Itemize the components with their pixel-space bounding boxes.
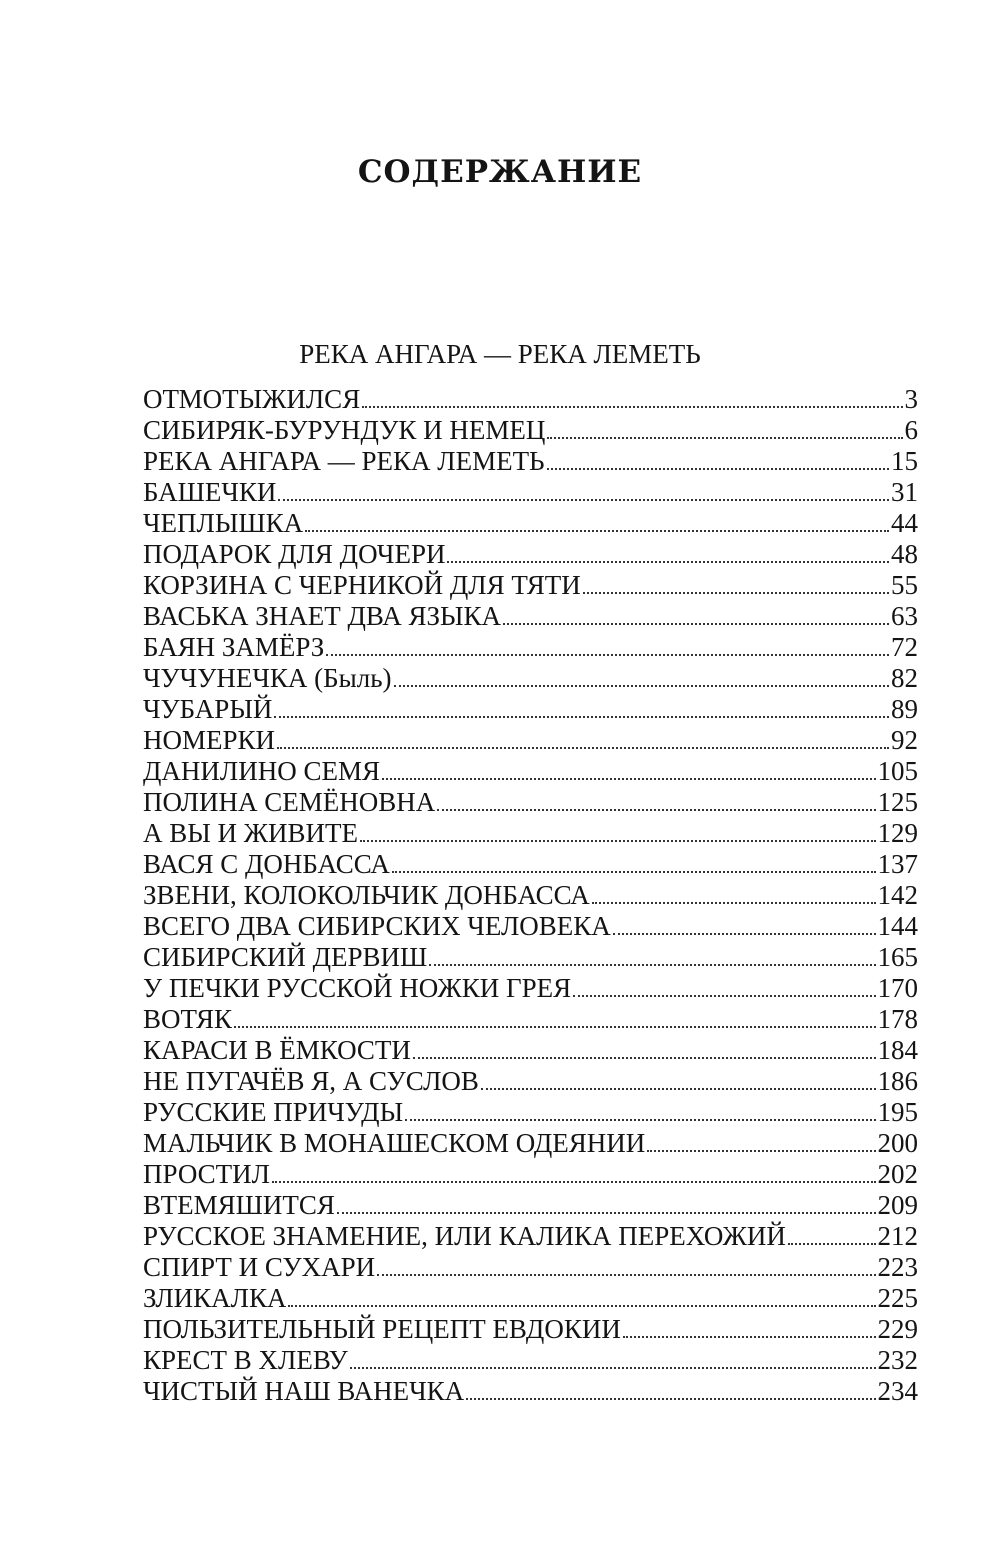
toc-entry-title: КОРЗИНА С ЧЕРНИКОЙ ДЛЯ ТЯТИ (143, 570, 581, 600)
toc-entry (143, 1314, 918, 1345)
toc-dot-leader (623, 1336, 876, 1338)
toc-entry-page-number: 209 (877, 1190, 918, 1220)
toc-entry-title: НЕ ПУГАЧЁВ Я, А СУСЛОВ (143, 1066, 479, 1096)
toc-entry-page-number: 82 (891, 663, 918, 693)
toc-entry-page-number: 144 (877, 911, 918, 941)
toc-entry-title: РУССКОЕ ЗНАМЕНИЕ, ИЛИ КАЛИКА ПЕРЕХОЖИЙ (143, 1221, 786, 1251)
toc-dot-leader (288, 1305, 875, 1307)
toc-entry (143, 973, 918, 1004)
toc-entry-title: РУССКИЕ ПРИЧУДЫ (143, 1097, 404, 1127)
toc-entry-title: ЧЕПЛЫШКА (143, 508, 304, 538)
toc-dot-leader (481, 1088, 876, 1090)
toc-entry (143, 477, 918, 508)
toc-entry-title: ДАНИЛИНО СЕМЯ (143, 756, 380, 786)
toc-dot-leader (394, 685, 889, 687)
toc-entry (143, 1035, 918, 1066)
toc-dot-leader (413, 1057, 876, 1059)
toc-entry-page-number: 55 (891, 570, 918, 600)
toc-entry (143, 1128, 918, 1159)
toc-entry (143, 415, 918, 446)
toc-entry-page-number: 137 (877, 849, 918, 879)
toc-entry (143, 508, 918, 539)
toc-entry-title: НОМЕРКИ (143, 725, 276, 755)
toc-entry (143, 384, 918, 415)
toc-entry-page-number: 234 (877, 1376, 918, 1406)
toc-entry-page-number: 229 (877, 1314, 918, 1344)
toc-entry-title: ЧУЧУНЕЧКА (Быль) (143, 663, 392, 693)
toc-entry-title: ПОЛЬЗИТЕЛЬНЫЙ РЕЦЕПТ ЕВДОКИИ (143, 1314, 621, 1344)
toc-entry (143, 880, 918, 911)
toc-entry-page-number: 225 (877, 1283, 918, 1313)
toc-dot-leader (350, 1367, 876, 1369)
toc-dot-leader (583, 592, 889, 594)
toc-dot-leader (377, 1274, 875, 1276)
toc-dot-leader (382, 778, 876, 780)
toc-entry-title: У ПЕЧКИ РУССКОЙ НОЖКИ ГРЕЯ (143, 973, 572, 1003)
toc-entry (143, 694, 918, 725)
toc-dot-leader (326, 654, 889, 656)
toc-entry-title: СПИРТ И СУХАРИ (143, 1252, 376, 1282)
toc-entry-title: А ВЫ И ЖИВИТЕ (143, 818, 358, 848)
toc-dot-leader (592, 902, 876, 904)
toc-entry-title: ПОЛИНА СЕМЁНОВНА (143, 787, 436, 817)
toc-entry-title: ЧУБАРЫЙ (143, 694, 273, 724)
toc-dot-leader (278, 499, 889, 501)
toc-entry-title: ВАСЯ С ДОНБАССА (143, 849, 390, 879)
toc-entry (143, 1283, 918, 1314)
toc-dot-leader (360, 840, 876, 842)
toc-entry (143, 1159, 918, 1190)
toc-dot-leader (503, 623, 889, 625)
table-of-contents (143, 384, 918, 1407)
toc-entry-title: КРЕСТ В ХЛЕВУ (143, 1345, 348, 1375)
toc-entry (143, 818, 918, 849)
toc-entry-title: ВТЕМЯШИТСЯ (143, 1190, 335, 1220)
toc-dot-leader (234, 1026, 876, 1028)
toc-entry (143, 632, 918, 663)
toc-entry-title: ВСЕГО ДВА СИБИРСКИХ ЧЕЛОВЕКА (143, 911, 611, 941)
toc-entry (143, 1252, 918, 1283)
toc-dot-leader (547, 468, 889, 470)
toc-entry-title: МАЛЬЧИК В МОНАШЕСКОМ ОДЕЯНИИ (143, 1128, 646, 1158)
toc-entry-page-number: 48 (891, 539, 918, 569)
toc-entry-title: БАШЕЧКИ (143, 477, 277, 507)
toc-dot-leader (429, 964, 875, 966)
toc-entry-page-number: 129 (877, 818, 918, 848)
toc-dot-leader (274, 716, 889, 718)
toc-dot-leader (405, 1119, 875, 1121)
toc-entry (143, 539, 918, 570)
toc-dot-leader (573, 995, 875, 997)
toc-entry-title: ВАСЬКА ЗНАЕТ ДВА ЯЗЫКА (143, 601, 502, 631)
toc-entry-page-number: 44 (891, 508, 918, 538)
toc-entry-page-number: 212 (877, 1221, 918, 1251)
toc-entry (143, 1376, 918, 1407)
toc-entry-title: ВОТЯК (143, 1004, 232, 1034)
toc-entry-page-number: 125 (877, 787, 918, 817)
toc-dot-leader (447, 561, 889, 563)
toc-dot-leader (277, 747, 889, 749)
toc-entry-title: СИБИРСКИЙ ДЕРВИШ (143, 942, 428, 972)
toc-entry (143, 1097, 918, 1128)
toc-entry-page-number: 186 (877, 1066, 918, 1096)
toc-entry (143, 787, 918, 818)
toc-dot-leader (337, 1212, 876, 1214)
toc-entry-page-number: 200 (877, 1128, 918, 1158)
toc-entry (143, 725, 918, 756)
toc-entry (143, 663, 918, 694)
toc-entry (143, 1066, 918, 1097)
toc-entry-page-number: 15 (891, 446, 918, 476)
toc-entry (143, 1345, 918, 1376)
toc-entry-page-number: 89 (891, 694, 918, 724)
toc-dot-leader (392, 871, 876, 873)
toc-entry-title: БАЯН ЗАМЁРЗ (143, 632, 325, 662)
toc-entry-page-number: 184 (877, 1035, 918, 1065)
toc-dot-leader (647, 1150, 875, 1152)
toc-entry-title: КАРАСИ В ЁМКОСТИ (143, 1035, 411, 1065)
toc-entry-page-number: 63 (891, 601, 918, 631)
toc-dot-leader (305, 530, 889, 532)
toc-entry (143, 601, 918, 632)
toc-entry (143, 1190, 918, 1221)
toc-entry-page-number: 92 (891, 725, 918, 755)
toc-entry (143, 1221, 918, 1252)
toc-entry-page-number: 72 (891, 632, 918, 662)
toc-entry-title: ЗВЕНИ, КОЛОКОЛЬЧИК ДОНБАССА (143, 880, 590, 910)
toc-dot-leader (788, 1243, 876, 1245)
toc-entry-page-number: 170 (877, 973, 918, 1003)
toc-entry-page-number: 31 (891, 477, 918, 507)
toc-entry-title: РЕКА АНГАРА — РЕКА ЛЕМЕТЬ (143, 446, 545, 476)
toc-entry-page-number: 142 (877, 880, 918, 910)
toc-entry-page-number: 232 (877, 1345, 918, 1375)
toc-entry (143, 756, 918, 787)
toc-entry-page-number: 3 (904, 384, 918, 414)
toc-dot-leader (272, 1181, 876, 1183)
toc-entry-page-number: 178 (877, 1004, 918, 1034)
toc-entry-title: ЗЛИКАЛКА (143, 1283, 287, 1313)
toc-entry (143, 570, 918, 601)
toc-dot-leader (466, 1398, 875, 1400)
toc-entry (143, 849, 918, 880)
toc-entry-title: ЧИСТЫЙ НАШ ВАНЕЧКА (143, 1376, 465, 1406)
section-title: РЕКА АНГАРА — РЕКА ЛЕМЕТЬ (299, 339, 701, 369)
toc-entry-page-number: 195 (877, 1097, 918, 1127)
page-title: содержание (357, 142, 643, 193)
toc-dot-leader (362, 406, 902, 408)
toc-entry (143, 942, 918, 973)
toc-entry (143, 1004, 918, 1035)
toc-dot-leader (547, 437, 902, 439)
toc-entry-page-number: 165 (877, 942, 918, 972)
toc-dot-leader (437, 809, 875, 811)
toc-entry-page-number: 223 (877, 1252, 918, 1282)
toc-dot-leader (613, 933, 876, 935)
toc-entry-page-number: 105 (877, 756, 918, 786)
toc-entry-page-number: 202 (877, 1159, 918, 1189)
toc-entry-title: ПРОСТИЛ (143, 1159, 270, 1189)
toc-entry-page-number: 6 (904, 415, 918, 445)
toc-entry-title: ОТМОТЫЖИЛСЯ (143, 384, 361, 414)
toc-entry (143, 911, 918, 942)
toc-entry (143, 446, 918, 477)
toc-entry-title: ПОДАРОК ДЛЯ ДОЧЕРИ (143, 539, 446, 569)
toc-entry-title: СИБИРЯК-БУРУНДУК И НЕМЕЦ (143, 415, 546, 445)
